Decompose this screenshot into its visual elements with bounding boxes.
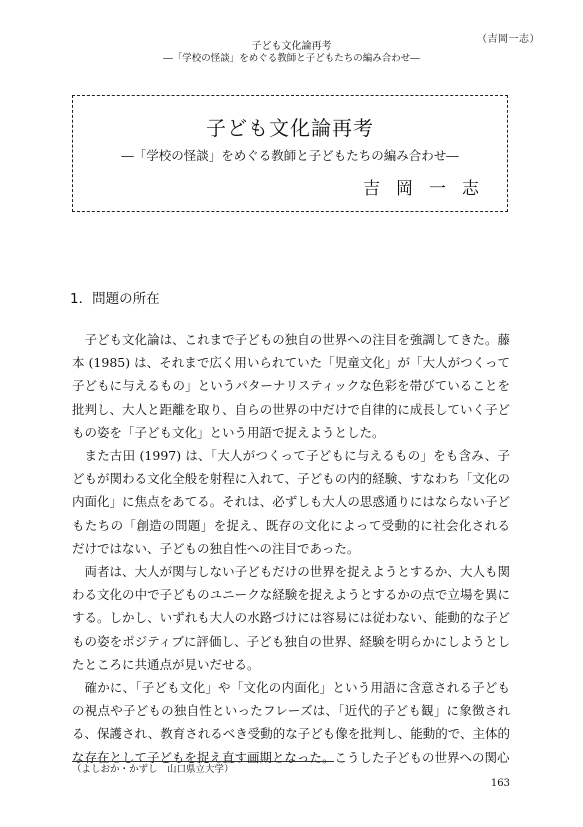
paragraph: 両者は、大人が関与しない子どもだけの世界を捉えようとするか、大人も関わる文化の中で子どものユニークな経験を捉えようとするかの点で立場を異にする。しかし、いずれも大人の水路づけには容易には従わない、能動的な子どもの姿をポジティブに評価し、子ども独自の世界、経験を明らかにしようとしたところに共通点が見いだせる。 [72,564,510,672]
article-subtitle: ―「学校の怪談」をめぐる教師と子どもたちの編み合わせ― [121,148,459,163]
paragraph: 確かに、「子ども文化」や「文化の内面化」という用語に含意される子どもの視点や子どもの独自性といったフレーズは、「近代的子ども観」に象徴される、保護され、教育されるべき受動的な子ども像を批判し、能動的で、主体的な存在として子どもを捉え直す画期となった。こうした子どもの世界への関心 [72,680,511,765]
author-affiliation-footnote: （よしおか・かずし 山口県立大学） [72,764,234,775]
footnote-divider [72,761,334,762]
running-header-author: （吉岡一志） [477,34,540,45]
paragraph: 子ども文化論は、これまで子どもの独自の世界への注目を強調してきた。藤本 (1985) は、それまで広く用いられていた「児童文化」が「大人がつくって子どもに与えるもの」というパターナリスティックな色彩を帯びていることを批判し、大人と距離を取り、自らの世界の中だけで自律的に成長していく子どもの姿を「子ども文化」という用語で捉えようとした。 [72,332,510,440]
body-text [72,328,510,769]
page-number: 163 [490,778,510,789]
running-header-subtitle: ―「学校の怪談」をめぐる教師と子どもたちの編み合わせ― [163,53,420,64]
paragraph: また古田 (1997) は、「大人がつくって子どもに与えるもの」をも含み、子どもが関わる文化全般を射程に入れて、子どもの内的経験、すなわち「文化の内面化」に焦点をあてる。それは、必ずしも大人の思惑通りにはならない子どもたちの「創造の問題」を捉え、既存の文化によって受動的に社会化されるだけではない、子どもの独自性への注目であった。 [72,448,510,556]
running-header-title: 子ども文化論再考 [251,41,332,52]
article-author: 吉岡一志 [363,179,495,199]
section-heading: 1．問題の所在 [70,291,160,307]
title-box [72,95,508,212]
article-title: 子ども文化論再考 [206,116,374,140]
